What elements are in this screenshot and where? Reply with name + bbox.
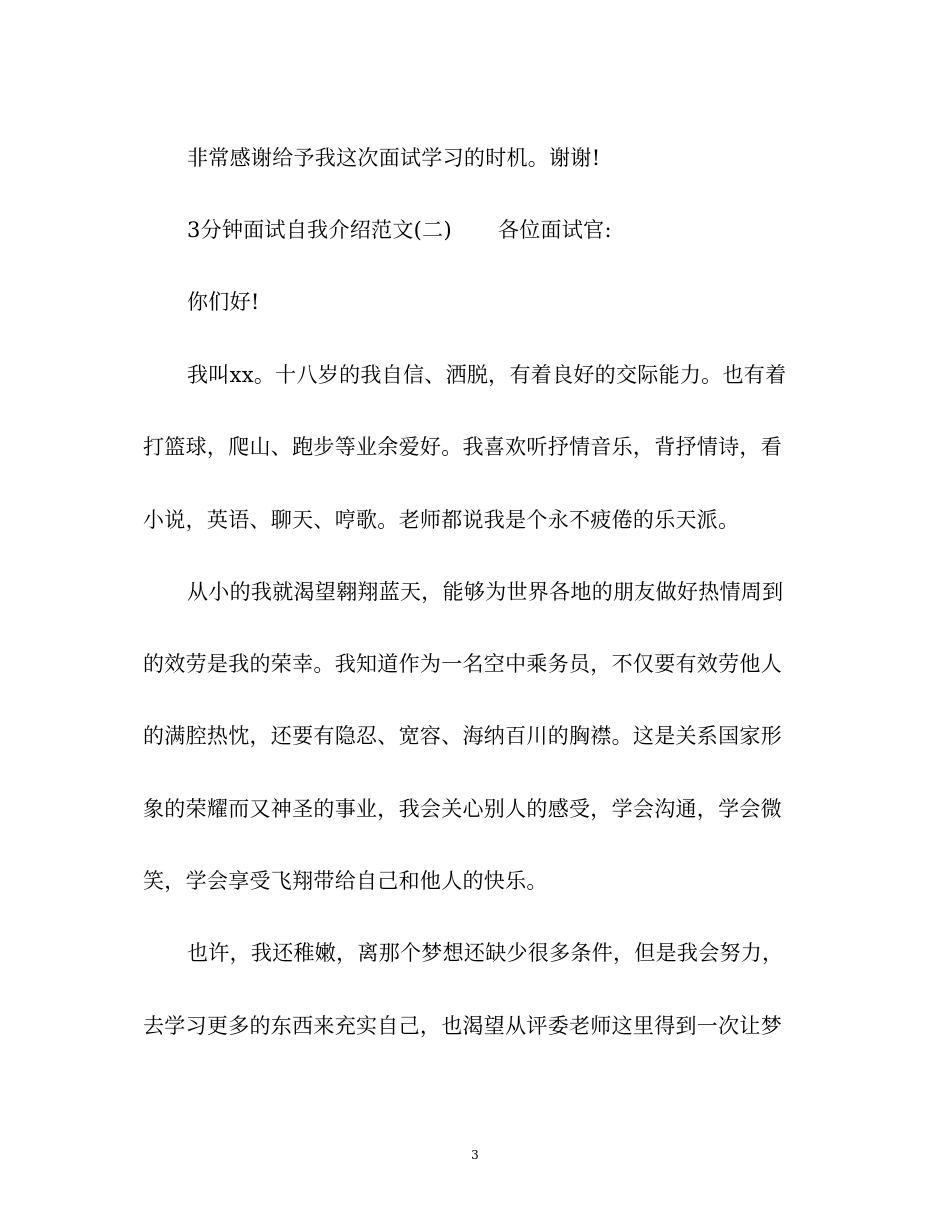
- paragraph-line: 也许，我还稚嫩，离那个梦想还缺少很多条件，但是我会努力，: [187, 941, 784, 965]
- salutation: 各位面试官:: [497, 218, 612, 242]
- page-number: 3: [471, 1148, 479, 1162]
- paragraph-line: 的效劳是我的荣幸。我知道作为一名空中乘务员，不仅要有效劳他人: [143, 652, 782, 676]
- greeting-line: 你们好!: [187, 290, 260, 314]
- paragraph-line: 的满腔热忱，还要有隐忍、宽容、海纳百川的胸襟。这是关系国家形: [143, 724, 782, 748]
- paragraph-line: 笑，学会享受飞翔带给自己和他人的快乐。: [143, 869, 548, 893]
- paragraph-line: 从小的我就渴望翱翔蓝天，能够为世界各地的朋友做好热情周到: [187, 580, 784, 604]
- paragraph-line: 打篮球，爬山、跑步等业余爱好。我喜欢听抒情音乐，背抒情诗，看: [143, 435, 782, 459]
- paragraph-line: 我叫xx。十八岁的我自信、洒脱，有着良好的交际能力。也有着: [187, 363, 787, 387]
- closing-thanks-line: 非常感谢给予我这次面试学习的时机。谢谢!: [187, 146, 601, 170]
- section-title: 3分钟面试自我介绍范文(二): [187, 218, 452, 242]
- paragraph-line: 去学习更多的东西来充实自己，也渴望从评委老师这里得到一次让梦: [143, 1014, 782, 1038]
- paragraph-line: 象的荣耀而又神圣的事业，我会关心别人的感受，学会沟通，学会微: [143, 797, 782, 821]
- paragraph-line: 小说，英语、聊天、哼歌。老师都说我是个永不疲倦的乐天派。: [143, 508, 740, 532]
- section-heading-line: [187, 217, 612, 243]
